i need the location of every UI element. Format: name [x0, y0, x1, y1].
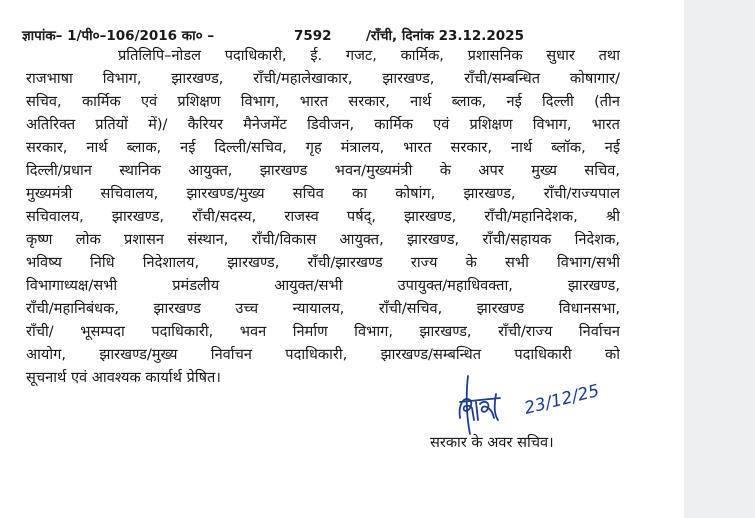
body-line: प्रतिलिपि–नोडल पदाधिकारी, ई. गजट, कार्मिक, प्रशासनिक सुधार तथा: [118, 47, 620, 64]
body-line: सचिवालय, झारखण्ड, राँची/सदस्य, राजस्व पर्षद्, झारखण्ड, राँची/महानिदेशक, श्री: [26, 208, 620, 225]
signature-date: 23/12/25: [522, 380, 602, 419]
body-line: अतिरिक्त प्रतियों में)/ कैरियर मैनेजमेंट डिवीजन, कार्मिक एवं प्रशिक्षण विभाग, भारत: [26, 116, 620, 133]
handwritten-signature: [454, 374, 614, 438]
body-line: सूचनार्थ एवं आवश्यक कार्यार्थ प्रेषित।: [26, 369, 221, 386]
body-line: राजभाषा विभाग, झारखण्ड, राँची/महालेखाकार, झारखण्ड, राँची/सम्बन्धित कोषागार/: [26, 70, 620, 87]
signatory-designation: सरकार के अवर सचिव।: [430, 434, 554, 451]
viewer-gutter: [684, 0, 755, 518]
memo-ref-label: ज्ञापांक– 1/पी०–106/2016 का० –: [22, 28, 215, 44]
body-line: विभागाध्यक्ष/सभी प्रमंडलीय आयुक्त/सभी उपायुक्त/महाधिवक्ता, झारखण्ड,: [26, 277, 620, 294]
memo-number: 7592: [294, 28, 332, 44]
body-line: दिल्ली/प्रधान स्थानिक आयुक्त, झारखण्ड भवन/मुख्यमंत्री के अपर मुख्य सचिव,: [26, 162, 620, 179]
body-line: कृष्ण लोक प्रशासन संस्थान, राँची/विकास आयुक्त, झारखण्ड, राँची/सहायक निदेशक,: [26, 231, 620, 248]
body-line: आयोग, झारखण्ड/मुख्य निर्वाचन पदाधिकारी, झारखण्ड/सम्बन्धित पदाधिकारी को: [26, 346, 620, 363]
body-line: मुख्यमंत्री सचिवालय, झारखण्ड/मुख्य सचिव का कोषांग, झारखण्ड, राँची/राज्यपाल: [26, 185, 620, 202]
body-line: भविष्य निधि निदेशालय, झारखण्ड, राँची/झारखण्ड राज्य के सभी विभाग/सभी: [26, 254, 620, 271]
memo-reference-line: [22, 26, 672, 46]
body-line: राँची/ भूसम्पदा पदाधिकारी, भवन निर्माण विभाग, झारखण्ड, राँची/राज्य निर्वाचन: [26, 323, 620, 340]
memo-place-date: /राँची, दिनांक 23.12.2025: [366, 28, 524, 44]
body-line: राँची/महानिबंधक, झारखण्ड उच्च न्यायालय, राँची/सचिव, झारखण्ड विधानसभा,: [26, 300, 620, 317]
body-line: सरकार, नार्थ ब्लाक, नई दिल्ली/सचिव, गृह मंत्रालय, भारत सरकार, नार्थ ब्लॉक, नई: [26, 139, 620, 156]
body-line: सचिव, कार्मिक एवं प्रशिक्षण विभाग, भारत सरकार, नार्थ ब्लाक, नई दिल्ली (तीन: [26, 93, 620, 110]
